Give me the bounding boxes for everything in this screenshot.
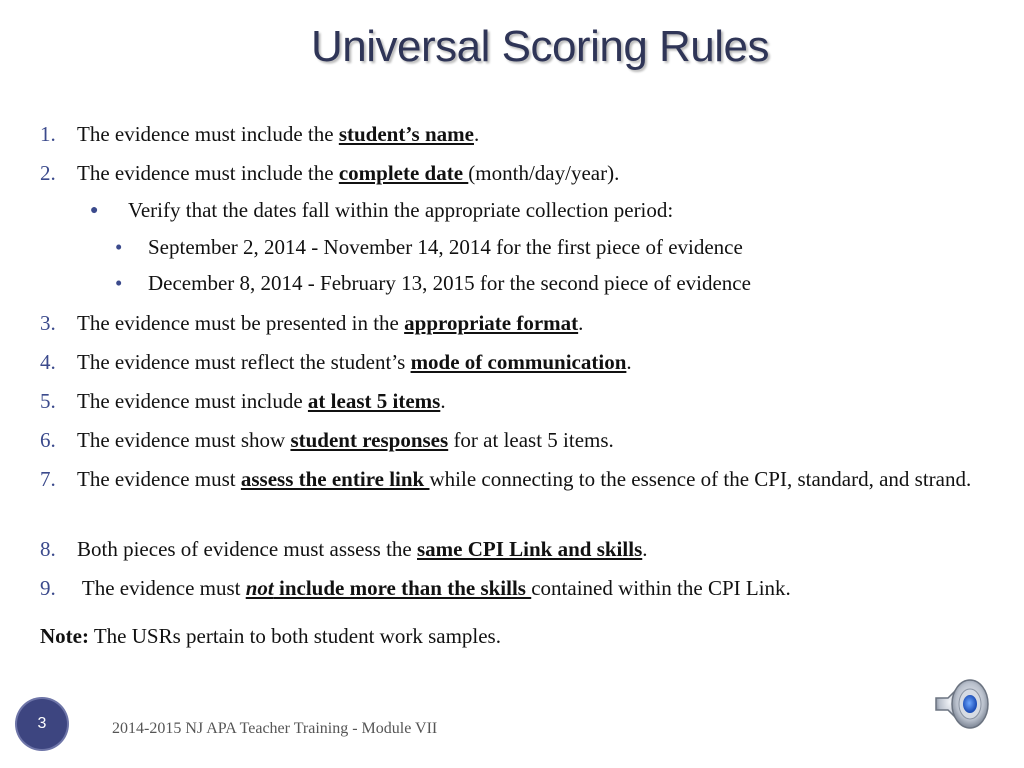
rule-text-end: . [440,389,446,413]
rule-text: The evidence must [77,467,241,491]
rule-emphasis: assess the entire link [240,467,430,491]
rule-text: The evidence must include the [77,161,339,185]
period-text: September 2, 2014 - November 14, 2014 for the first piece of evidence [148,235,743,259]
rule-number: 3. [40,311,56,335]
bullet-icon: • [115,271,123,295]
rule-number: 5. [40,389,56,413]
rule-number: 4. [40,350,56,374]
rule-text: The evidence must include [77,389,308,413]
rule-text-end: . [578,311,584,335]
sub-bullet-text: Verify that the dates fall within the appropriate collection period: [128,198,674,222]
rule-text: Both pieces of evidence must assess the [77,537,417,561]
rule-number: 2. [40,161,56,185]
rule-number: 9. [40,576,56,600]
rule-emphasis: mode of communication [410,350,627,374]
rule-text-end: . [473,122,480,146]
rule-emphasis: same CPI Link and skills [417,537,643,561]
bullet-icon: ● [90,203,99,218]
rule-emphasis: include more than the skills [273,576,532,600]
speaker-icon[interactable] [930,672,994,736]
rule-emphasis: student’s name [338,122,474,146]
slide-title: Universal Scoring Rules [310,22,770,71]
rule-emphasis: appropriate format [404,311,579,335]
page-number-badge: 3 [17,699,67,749]
rule-text: The evidence must show [77,428,291,452]
note [40,621,501,652]
rule-text-end: . [642,537,648,561]
rule-text-end: (month/day/year). [468,161,620,185]
rule-number: 6. [40,428,56,452]
rule-text-end: contained within the CPI Link. [531,576,791,600]
period-text: December 8, 2014 - February 13, 2015 for the second piece of evidence [148,271,751,295]
rule-text-end: for at least 5 items. [448,428,614,452]
footer-text: 2014-2015 NJ APA Teacher Training - Module VII [112,720,438,737]
rule-text-end: . [626,350,632,374]
rule-text: The evidence must include the [77,122,339,146]
rule-number: 8. [40,537,56,561]
rule-text: The evidence must [77,576,246,600]
bullet-icon: • [115,235,123,259]
rule-text-end: while connecting to the essence of the CPI, standard, and strand. [429,467,972,491]
rule-emphasis: complete date [338,161,469,185]
note-label: Note: [40,624,89,648]
rule-emphasis: at least 5 items [307,389,441,413]
note-text: The USRs pertain to both student work samples. [88,624,501,648]
rule-text: The evidence must reflect the student’s [77,350,411,374]
rule-text: The evidence must be presented in the [77,311,405,335]
rule-emphasis-italic: not [245,576,274,600]
rule-emphasis: student responses [290,428,449,452]
rule-number: 7. [40,467,56,491]
rule-number: 1. [40,122,56,146]
